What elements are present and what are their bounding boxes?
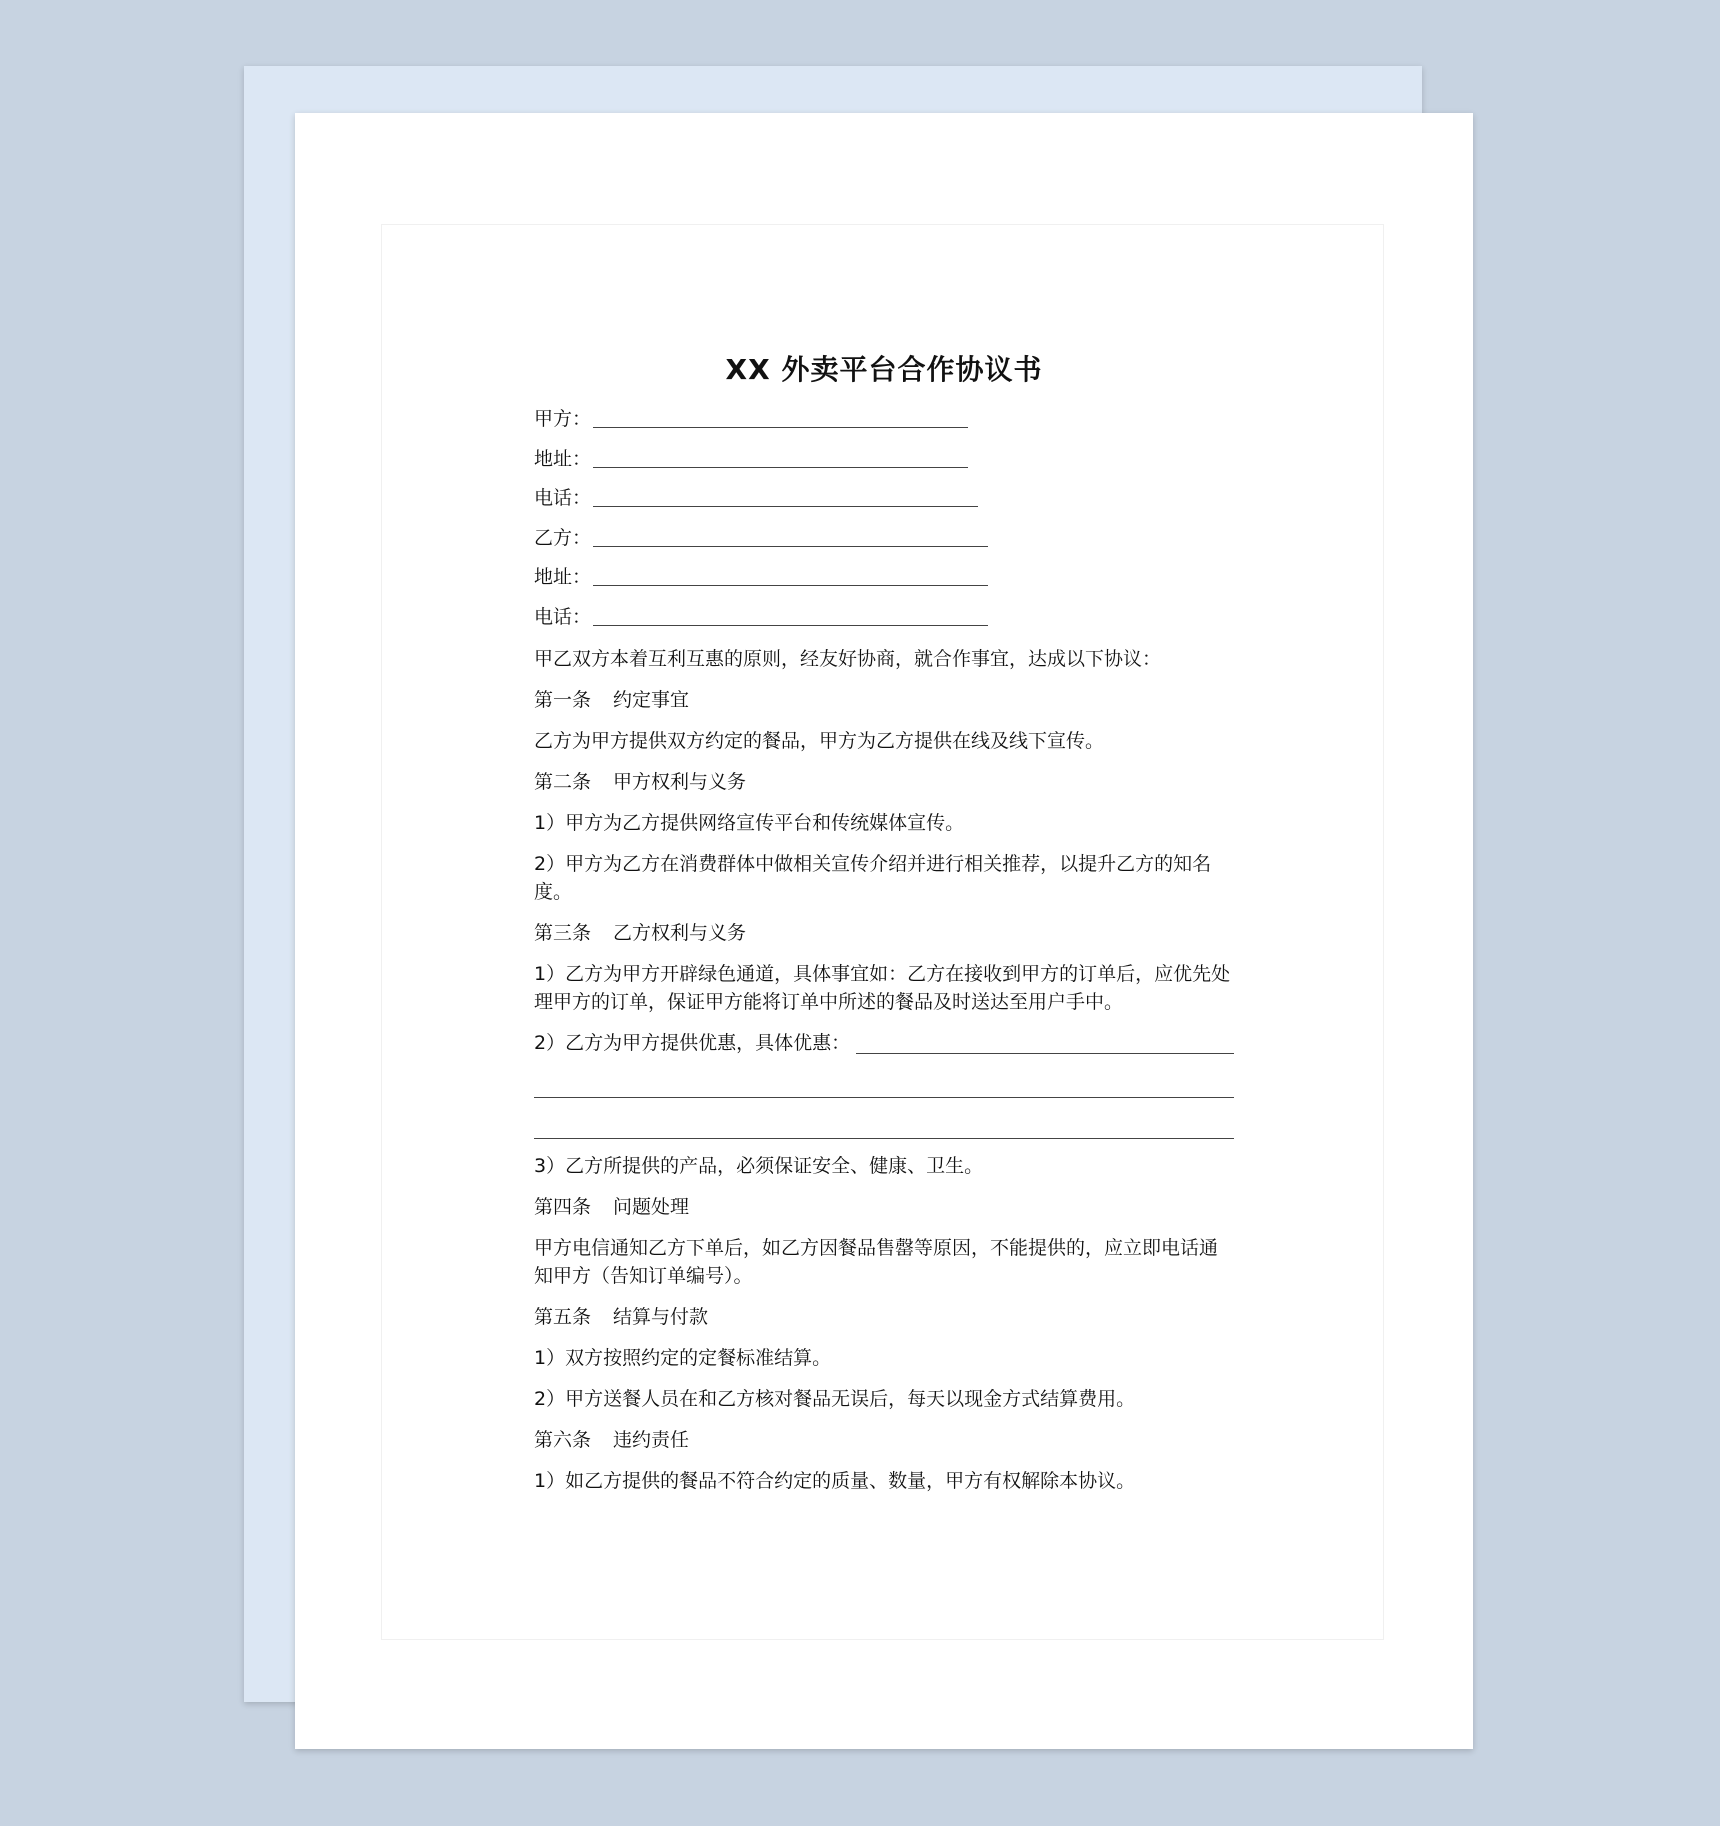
article-title: 结算与付款 — [613, 1306, 709, 1328]
article-paragraph: 2）甲方为乙方在消费群体中做相关宣传介绍并进行相关推荐，以提升乙方的知名度。 — [534, 853, 1212, 903]
article-paragraph: 2）乙方为甲方提供优惠，具体优惠： — [534, 1032, 851, 1054]
article-number: 第四条 — [534, 1196, 592, 1218]
blank-line — [593, 486, 978, 507]
blank-line — [593, 605, 988, 626]
article-paragraph: 3）乙方所提供的产品，必须保证安全、健康、卫生。 — [534, 1155, 984, 1177]
article-paragraph: 甲方电信通知乙方下单后，如乙方因餐品售罄等原因，不能提供的，应立即电话通知甲方（告知订单编号）。 — [534, 1237, 1219, 1287]
article-heading — [534, 919, 1234, 947]
document-title: XX 外卖平台合作协议书 — [725, 353, 1043, 386]
party-b-address-field — [534, 556, 1234, 596]
blank-line — [593, 565, 988, 586]
article-paragraph: 2）甲方送餐人员在和乙方核对餐品无误后，每天以现金方式结算费用。 — [534, 1388, 1136, 1410]
article-number: 第六条 — [534, 1429, 592, 1451]
article-title: 问题处理 — [613, 1196, 690, 1218]
article-heading — [534, 1303, 1234, 1331]
article-paragraph: 1）如乙方提供的餐品不符合约定的质量、数量，甲方有权解除本协议。 — [534, 1470, 1136, 1492]
field-label: 地址： — [534, 566, 592, 589]
field-label: 甲方： — [534, 408, 592, 431]
article-number: 第一条 — [534, 689, 592, 711]
article-number: 第三条 — [534, 922, 592, 944]
party-b-field — [534, 517, 1234, 557]
article-number: 第五条 — [534, 1306, 592, 1328]
article-heading — [534, 686, 1234, 714]
party-a-phone-field — [534, 477, 1234, 517]
article-heading — [534, 1193, 1234, 1221]
article-number: 第二条 — [534, 771, 592, 793]
article-title: 甲方权利与义务 — [613, 771, 747, 793]
blank-line — [856, 1033, 1234, 1054]
blank-line — [534, 1098, 1234, 1139]
article-paragraph: 1）乙方为甲方开辟绿色通道，具体事宜如：乙方在接收到甲方的订单后，应优先处理甲方的订单，保证甲方能将订单中所述的餐品及时送达至用户手中。 — [534, 963, 1231, 1013]
blank-line — [534, 1057, 1234, 1098]
party-a-address-field — [534, 438, 1234, 478]
article-paragraph: 1）甲方为乙方提供网络宣传平台和传统媒体宣传。 — [534, 812, 965, 834]
field-label: 电话： — [534, 487, 592, 510]
article-heading — [534, 768, 1234, 796]
field-label: 地址： — [534, 447, 592, 470]
blank-line — [593, 407, 968, 428]
document-body — [534, 352, 1234, 1495]
article-title: 乙方权利与义务 — [613, 922, 747, 944]
article-title: 违约责任 — [613, 1429, 690, 1451]
party-a-field — [534, 398, 1234, 438]
article-paragraph: 乙方为甲方提供双方约定的餐品，甲方为乙方提供在线及线下宣传。 — [534, 730, 1105, 752]
discount-line — [534, 1029, 1234, 1057]
party-b-phone-field — [534, 596, 1234, 636]
document-page — [295, 113, 1473, 1749]
article-heading — [534, 1426, 1234, 1454]
blank-line — [593, 447, 968, 468]
intro-paragraph: 甲乙双方本着互利互惠的原则，经友好协商，就合作事宜，达成以下协议： — [534, 648, 1162, 670]
article-paragraph: 1）双方按照约定的定餐标准结算。 — [534, 1347, 832, 1369]
article-title: 约定事宜 — [613, 689, 690, 711]
blank-line — [593, 526, 988, 547]
field-label: 乙方： — [534, 526, 592, 549]
field-label: 电话： — [534, 605, 592, 628]
